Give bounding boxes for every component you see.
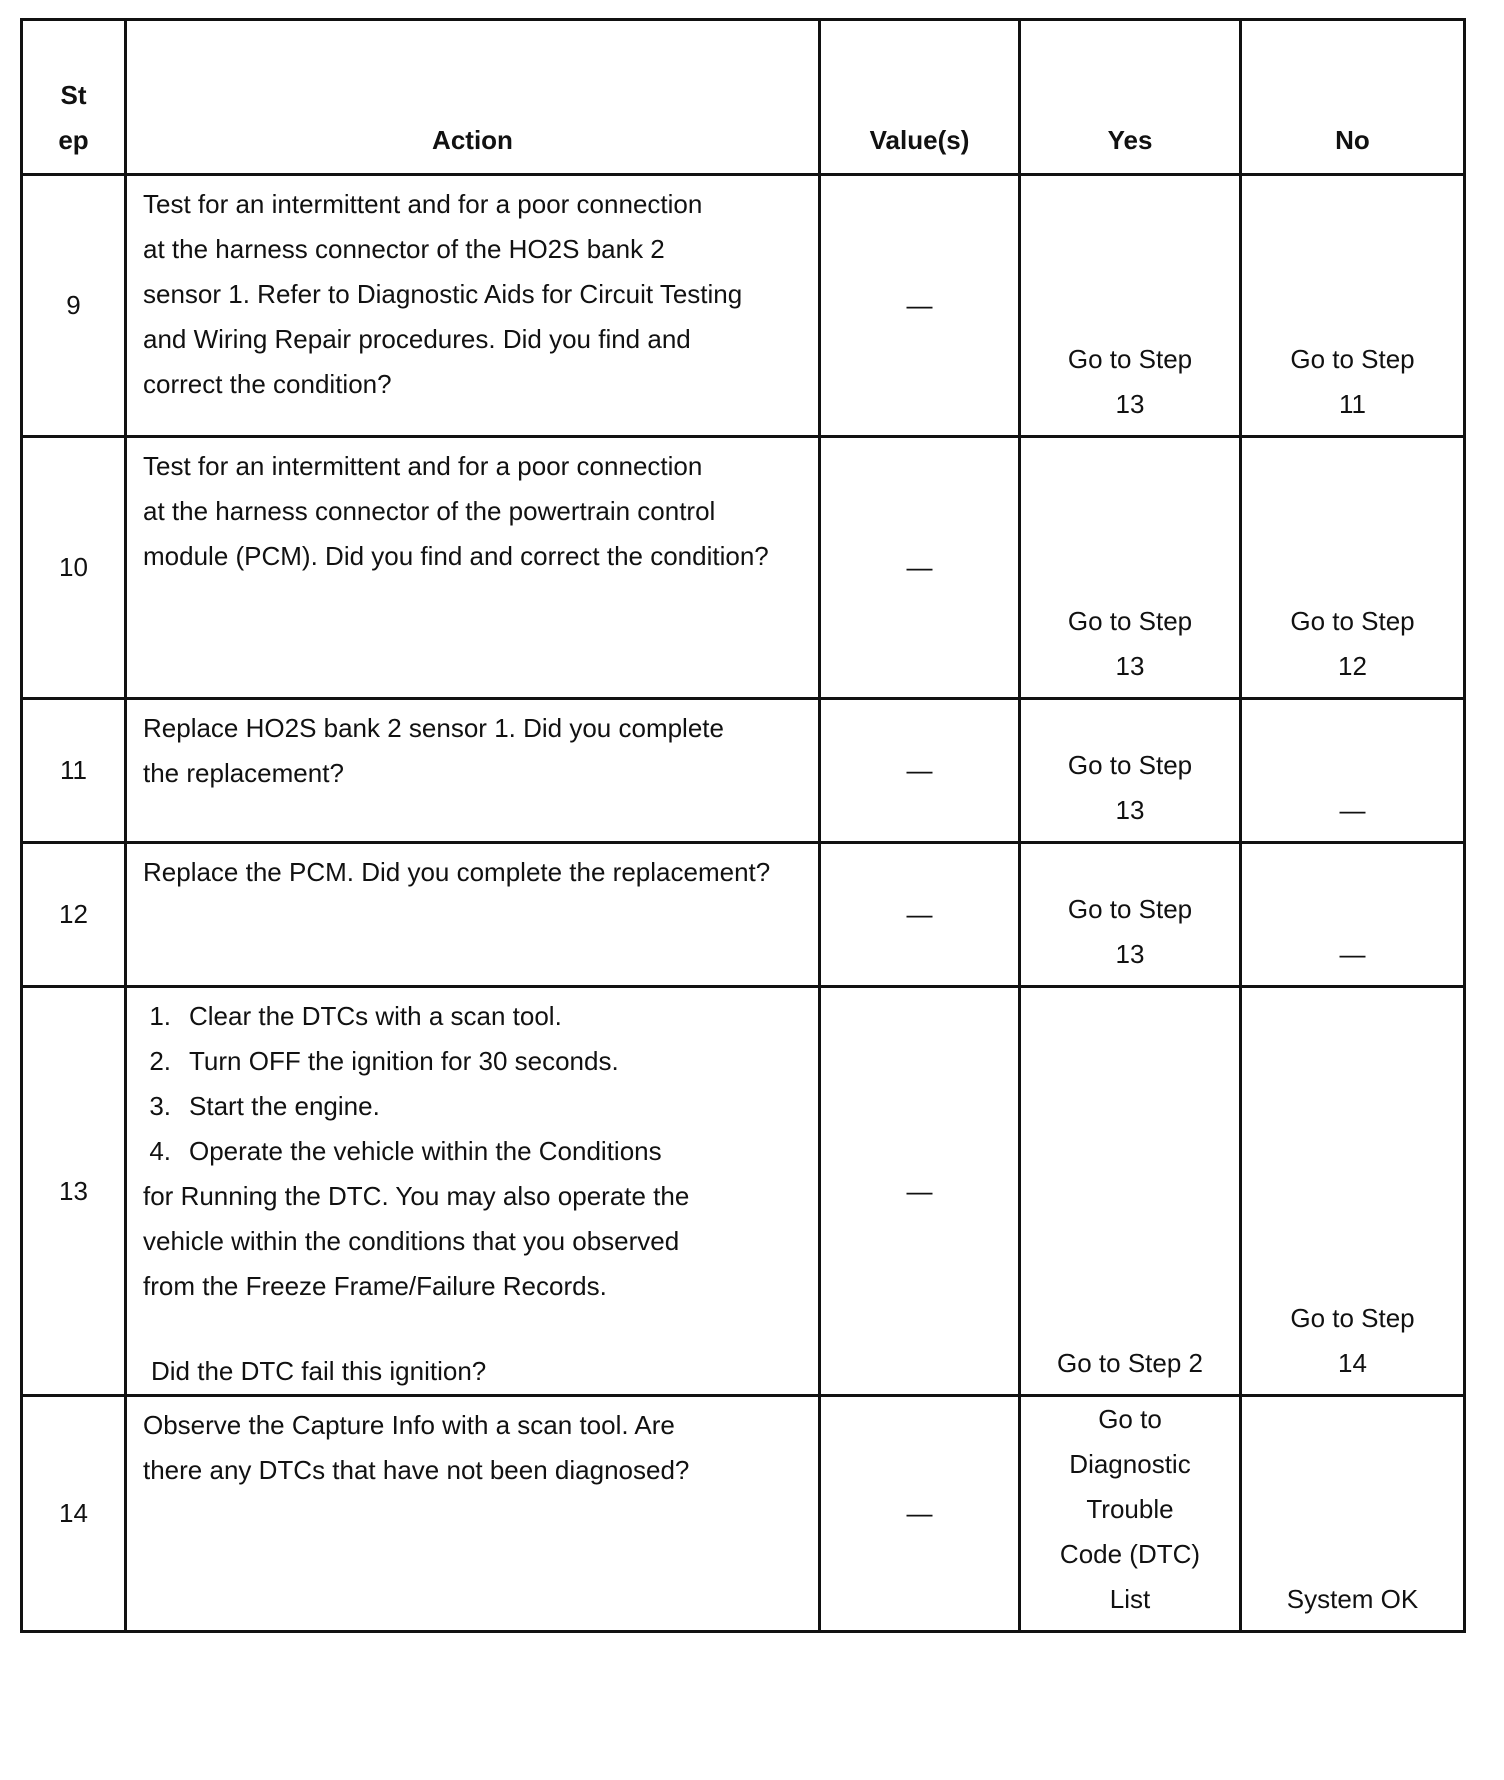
table-row	[22, 987, 1465, 1396]
no-cell: —	[1241, 699, 1465, 843]
header-action: Action	[126, 20, 820, 175]
table-row	[22, 175, 1465, 437]
list-item: 4. Operate the vehicle within the Conditions	[149, 1136, 662, 1166]
action-text: Observe the Capture Info with a scan tool. Are	[143, 1410, 675, 1440]
step-number: 13	[22, 987, 126, 1396]
action-cell	[126, 1396, 820, 1632]
list-item: 1. Clear the DTCs with a scan tool.	[149, 1001, 562, 1031]
action-cell	[126, 699, 820, 843]
no-cell: System OK	[1241, 1396, 1465, 1632]
value-cell: —	[820, 843, 1020, 987]
action-text: sensor 1. Refer to Diagnostic Aids for Circuit Testing	[143, 279, 743, 309]
yes-cell: Go to Step 2	[1020, 987, 1241, 1396]
list-item: 2. Turn OFF the ignition for 30 seconds.	[149, 1046, 619, 1076]
table-row	[22, 843, 1465, 987]
no-cell: Go to Step 12	[1241, 437, 1465, 699]
header-yes: Yes	[1020, 20, 1241, 175]
value-cell: —	[820, 437, 1020, 699]
yes-cell: Go to Step 13	[1020, 843, 1241, 987]
diagnostic-table	[20, 18, 1466, 1633]
action-text: the replacement?	[143, 758, 344, 788]
action-text: correct the condition?	[143, 369, 392, 399]
no-cell: —	[1241, 843, 1465, 987]
action-question: Did the DTC fail this ignition?	[151, 1356, 487, 1386]
yes-cell: Go to Step 13	[1020, 437, 1241, 699]
no-cell: Go to Step 14	[1241, 987, 1465, 1396]
table-row	[22, 437, 1465, 699]
value-cell: —	[820, 175, 1020, 437]
action-text: there any DTCs that have not been diagnosed?	[143, 1455, 690, 1485]
action-cell	[126, 175, 820, 437]
action-text: module (PCM). Did you find and correct the condition?	[143, 541, 769, 571]
list-item: 3. Start the engine.	[149, 1091, 380, 1121]
action-text: from the Freeze Frame/Failure Records.	[143, 1271, 607, 1301]
value-cell: —	[820, 1396, 1020, 1632]
step-number: 12	[22, 843, 126, 987]
table-row	[22, 699, 1465, 843]
action-text: Replace the PCM. Did you complete the replacement?	[143, 857, 771, 887]
action-cell	[126, 437, 820, 699]
value-cell: —	[820, 699, 1020, 843]
value-cell: —	[820, 987, 1020, 1396]
header-row	[22, 20, 1465, 175]
action-text: at the harness connector of the powertrain control	[143, 496, 716, 526]
action-cell	[126, 843, 820, 987]
header-step: St ep	[22, 20, 126, 175]
header-values: Value(s)	[820, 20, 1020, 175]
step-number: 10	[22, 437, 126, 699]
step-number: 9	[22, 175, 126, 437]
step-number: 14	[22, 1396, 126, 1632]
yes-cell: Go to Step 13	[1020, 175, 1241, 437]
action-text: vehicle within the conditions that you observed	[143, 1226, 680, 1256]
action-text: at the harness connector of the HO2S bank 2	[143, 234, 665, 264]
action-cell	[126, 987, 820, 1396]
action-text: Replace HO2S bank 2 sensor 1. Did you complete	[143, 713, 724, 743]
action-text: Test for an intermittent and for a poor connection	[143, 451, 703, 481]
no-cell: Go to Step 11	[1241, 175, 1465, 437]
header-no: No	[1241, 20, 1465, 175]
yes-cell: Go to Diagnostic Trouble Code (DTC) List	[1020, 1396, 1241, 1632]
action-text: for Running the DTC. You may also operate the	[143, 1181, 690, 1211]
action-text: Test for an intermittent and for a poor connection	[143, 189, 703, 219]
yes-cell: Go to Step 13	[1020, 699, 1241, 843]
table-row	[22, 1396, 1465, 1632]
action-text: and Wiring Repair procedures. Did you find and	[143, 324, 691, 354]
step-number: 11	[22, 699, 126, 843]
